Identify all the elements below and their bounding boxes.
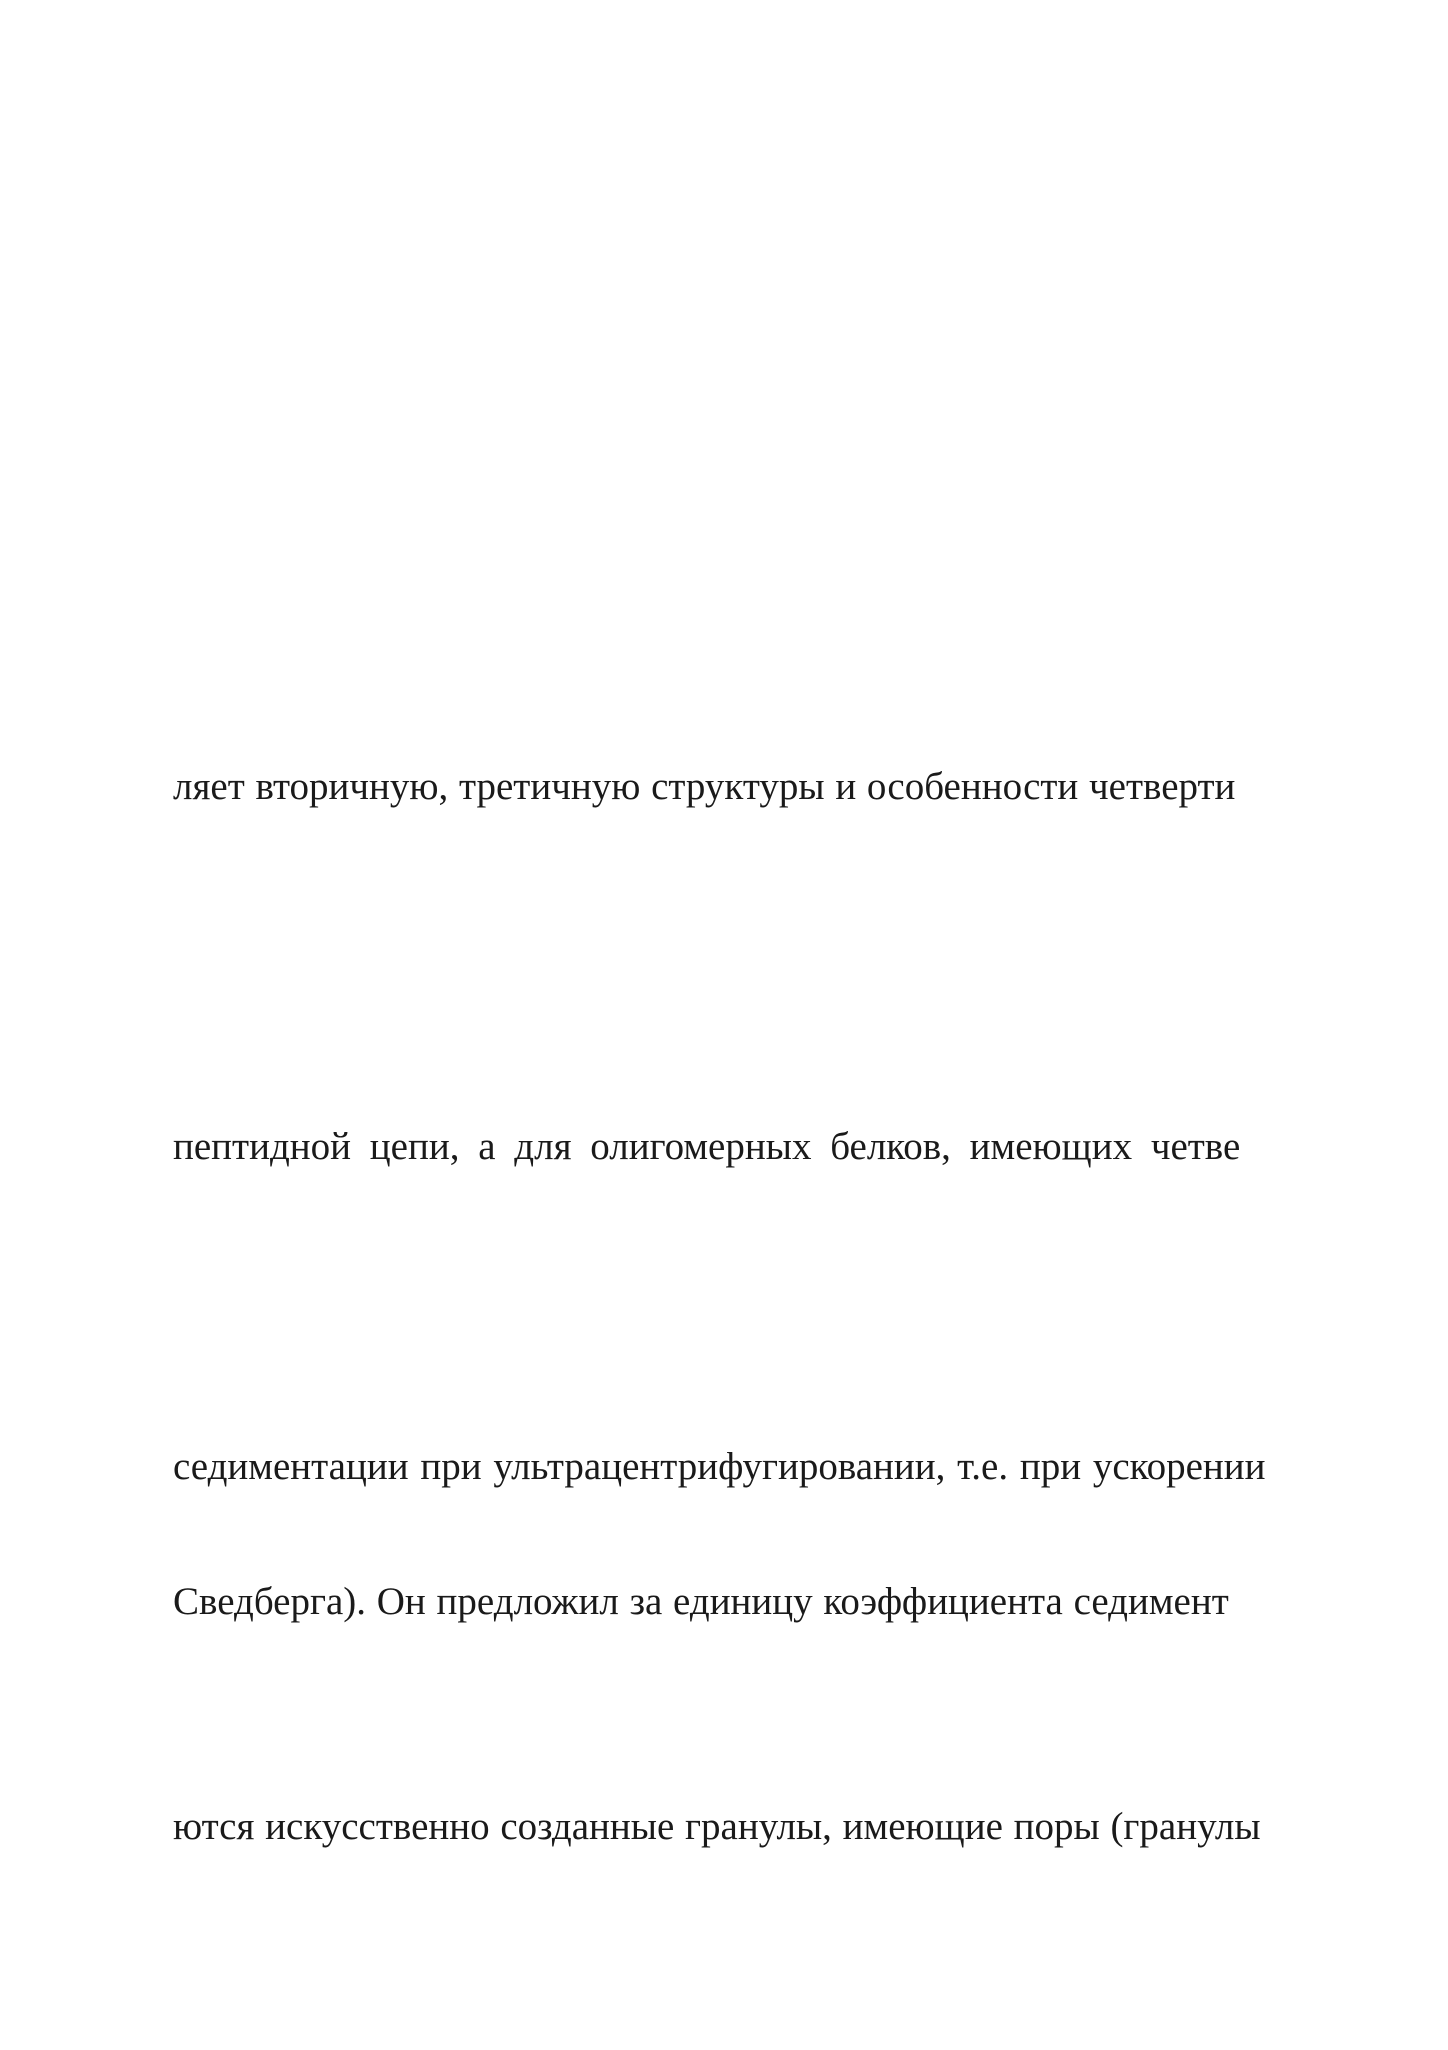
text-line: пептидной цепи, а для олигомерных белков, имеющих четве xyxy=(173,1125,1241,1168)
text-line: седиментации при ультрацентрифугировании, т.е. при ускорении xyxy=(173,1445,1266,1488)
text-line: ляет вторичную, третичную структуры и особенности четверти xyxy=(173,765,1236,808)
text-line: ются искусственно созданные гранулы, имеющие поры (гранулы xyxy=(173,1805,1261,1848)
text-line: Сведберга). Он предложил за единицу коэффициента седимент xyxy=(173,1580,1229,1623)
